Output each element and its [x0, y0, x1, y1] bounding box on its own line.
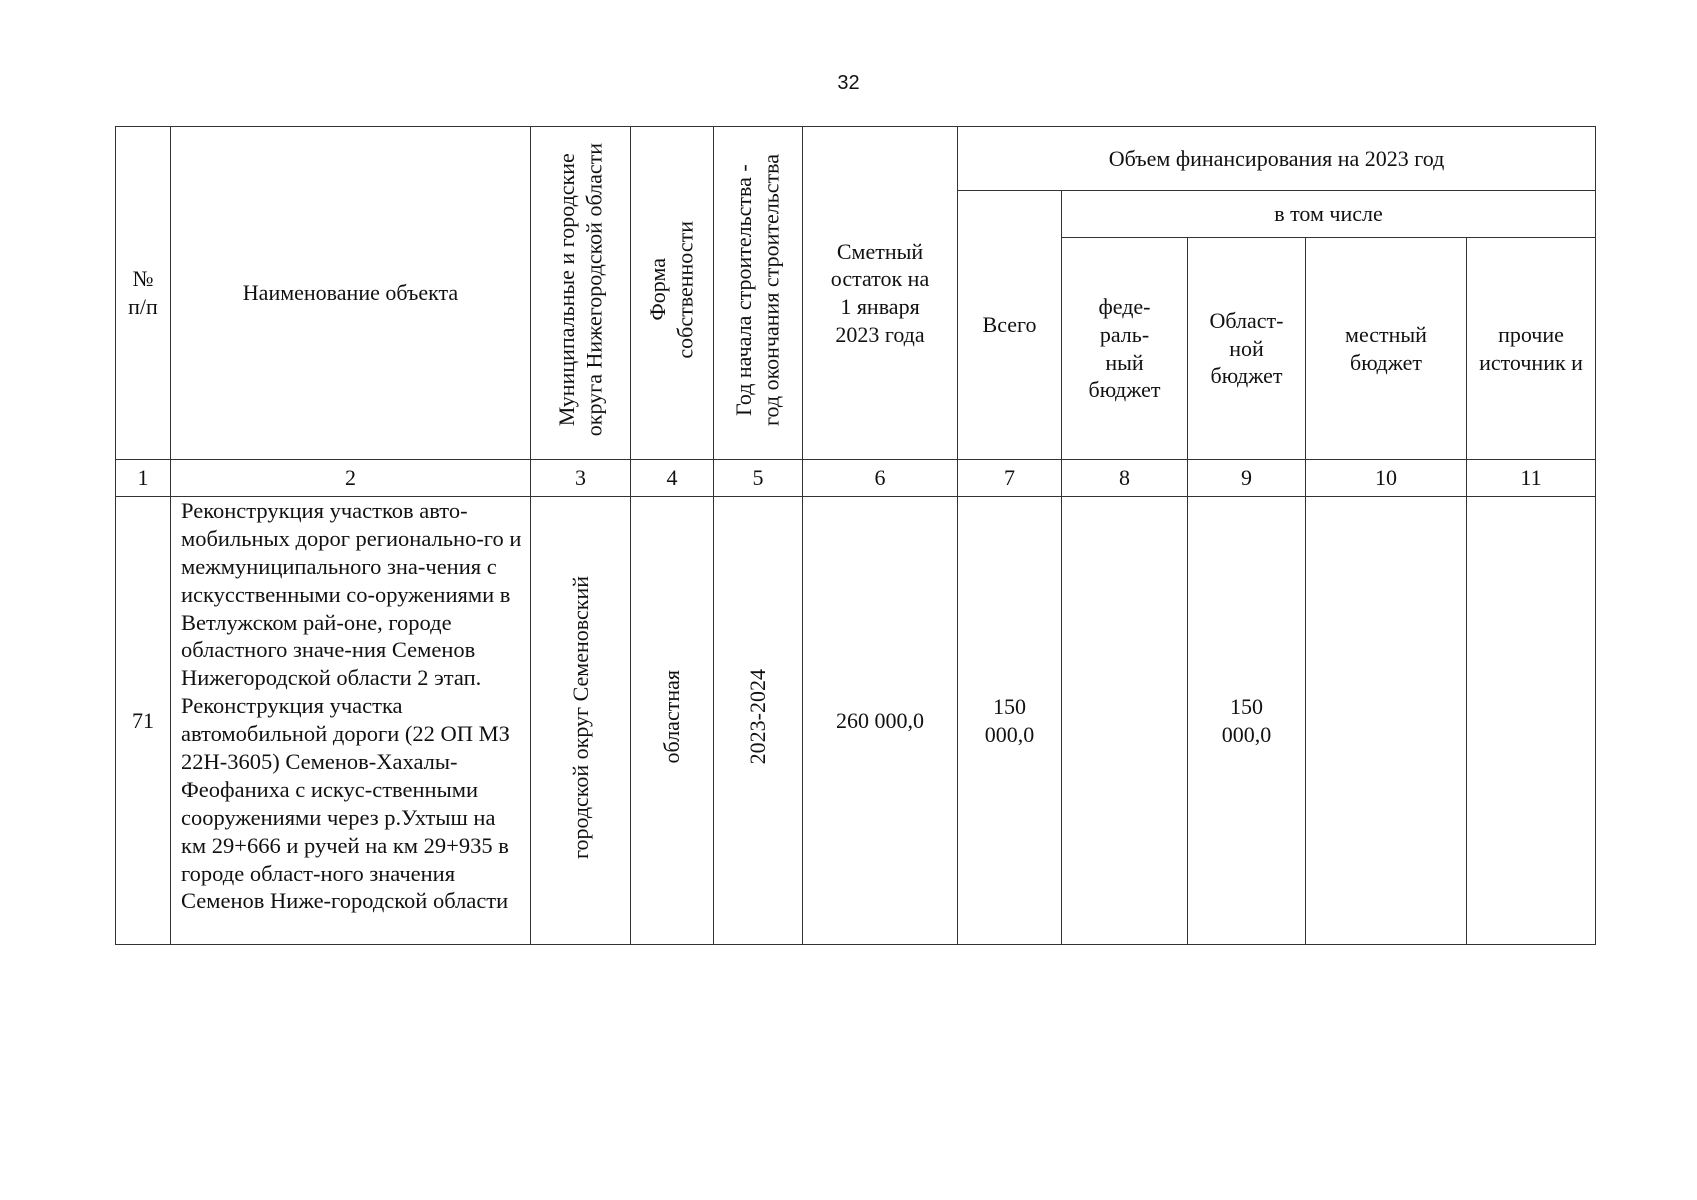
column-numbers-row [116, 460, 1596, 497]
header-regional-budget: Област-ной бюджет [1188, 238, 1306, 460]
column-number: 3 [531, 460, 631, 497]
estimate-remaining-value: 260 000,0 [803, 497, 958, 945]
municipality-cell [531, 497, 631, 945]
header-local-budget: местный бюджет [1306, 238, 1467, 460]
column-number: 11 [1467, 460, 1596, 497]
local-budget-value [1306, 497, 1467, 945]
header-object-name: Наименование объекта [171, 127, 531, 460]
table-row [116, 497, 1596, 945]
object-name: Реконструкция участков авто-мобильных дорог регионально-го и межмуниципального зна-чения с искусственными со-оружениями в Ветлужском рай-оне, городе областного значе-ния Семенов Нижегородской области 2 этап. Реконструкция участка автомобильной дороги (22 ОП МЗ 22Н-3605) Семенов-Хахалы-Феофаниха с искус-ственными сооружениями через р.Ухтыш на км 29+666 и ручей на км 29+935 в городе област-ного значения Семенов Ниже-городской области [171, 497, 531, 945]
header-ownership-line2: собственности [673, 220, 698, 359]
header-municipality-line2: округа Нижегородской области [581, 143, 607, 437]
header-other-sources: прочие источник и [1467, 238, 1596, 460]
header-estimate-remaining: Сметный остаток на 1 января 2023 года [803, 127, 958, 460]
column-number: 8 [1062, 460, 1188, 497]
regional-budget-value: 150 000,0 [1188, 497, 1306, 945]
federal-budget-value [1062, 497, 1188, 945]
column-number: 4 [631, 460, 714, 497]
header-municipality-text [553, 143, 608, 436]
header-total: Всего [958, 191, 1062, 460]
column-number: 5 [714, 460, 803, 497]
column-number: 10 [1306, 460, 1467, 497]
column-number: 7 [958, 460, 1062, 497]
financing-table [115, 126, 1596, 945]
header-years-line2: год окончания строительства [759, 153, 784, 426]
header-financing-group: Объем финансирования на 2023 год [958, 127, 1596, 191]
header-municipality-line1: Муниципальные и городские [553, 153, 579, 427]
row-number: 71 [116, 497, 171, 945]
header-row-number: № п/п [116, 127, 171, 460]
column-number: 6 [803, 460, 958, 497]
years-value: 2023-2024 [745, 669, 771, 765]
page-number: 32 [837, 72, 860, 94]
column-number: 9 [1188, 460, 1306, 497]
municipality-value: городской округ Семеновский [567, 575, 593, 859]
ownership-value: областная [659, 670, 685, 764]
ownership-cell [631, 497, 714, 945]
total-value: 150 000,0 [958, 497, 1062, 945]
header-years-text [730, 154, 785, 426]
header-years [714, 127, 803, 460]
header-years-line1: Год начала строительства - [731, 163, 757, 416]
header-municipality [531, 127, 631, 460]
other-sources-value [1467, 497, 1596, 945]
header-federal-budget: феде-раль-ный бюджет [1062, 238, 1188, 460]
column-number: 1 [116, 460, 171, 497]
header-ownership-line1: Форма [645, 258, 671, 321]
header-including: в том числе [1062, 191, 1596, 238]
header-ownership-text [644, 221, 699, 359]
column-number: 2 [171, 460, 531, 497]
years-cell [714, 497, 803, 945]
header-ownership [631, 127, 714, 460]
